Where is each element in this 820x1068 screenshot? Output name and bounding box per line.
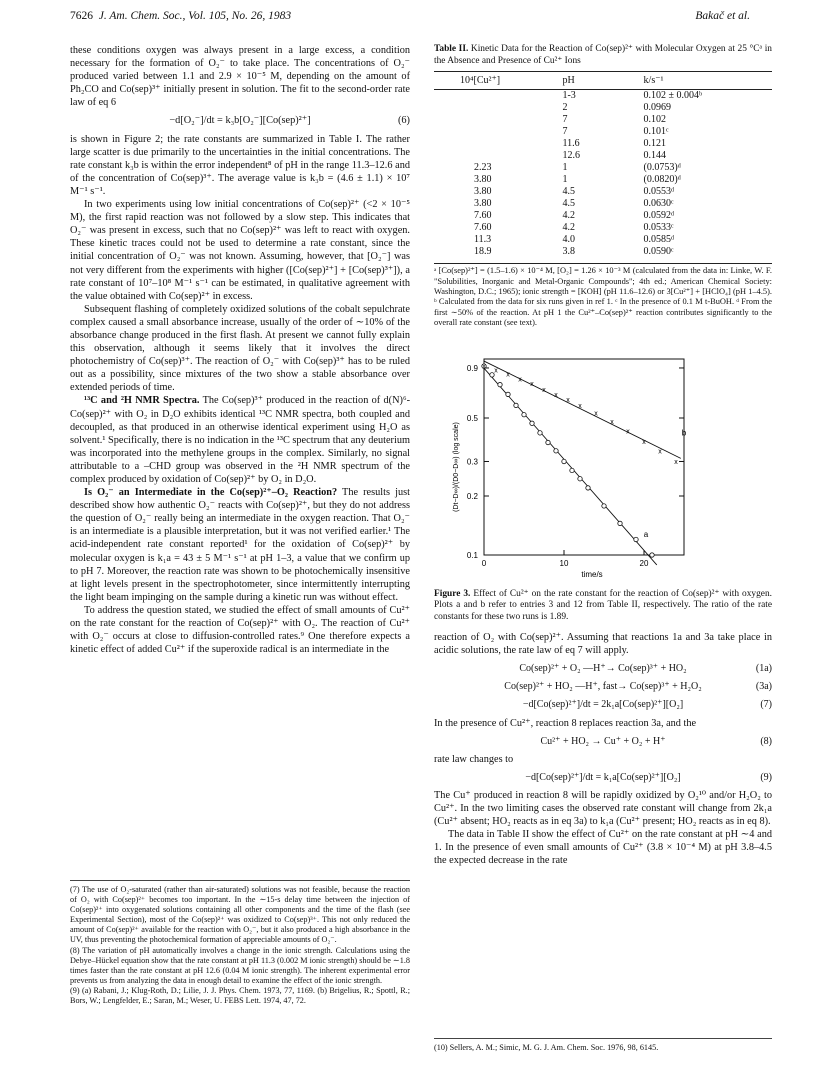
section-heading: Is O₂⁻ an Intermediate in the Co(sep)²⁺–O₂ Reaction? bbox=[84, 487, 338, 499]
data-point-b: x bbox=[610, 418, 614, 426]
data-point-b: x bbox=[530, 380, 534, 388]
data-point-a bbox=[514, 403, 518, 407]
table-cell bbox=[434, 138, 562, 150]
table-cell bbox=[434, 114, 562, 126]
table-cell: 2 bbox=[562, 102, 568, 114]
paragraph: rate law changes to bbox=[434, 753, 514, 765]
table-row bbox=[434, 198, 772, 210]
footnote: (10) Sellers, A. M.; Simic, M. G. J. Am. Chem. Soc. 1976, 98, 6145. bbox=[434, 1038, 772, 1052]
paragraph: Is O₂⁻ an Intermediate in the Co(sep)²⁺–O₂ Reaction? The results just described show how authentic O₂⁻ reacts with Co(sep)²⁺, but they do not address the question of O₂⁻ really being an intermediate in the oxygen reaction. That O₂⁻ is an intermediate is a plausible interpretation, but it was not verified earlier.¹ The acid-independent rate constant reported¹ for the oxidation of Co(sep)²⁺ by molecular oxygen is k₁a = 43 ± 5 M⁻¹ s⁻¹ at pH 1–3, a value that we confirm up to pH 7. Moreover, the reaction rate was shown to be photochemically insensitive at light levels present in the spectrophotometer, since intermittently interrupting the light beam impinging on the sample during a kinetic run was without effect. bbox=[70, 487, 410, 603]
table-cell: 0.144 bbox=[643, 150, 667, 162]
table-row bbox=[434, 126, 772, 138]
series-label-b: b bbox=[681, 428, 687, 438]
table-row bbox=[434, 114, 772, 126]
data-point-a bbox=[602, 503, 606, 507]
table-cell: 2.23 bbox=[474, 162, 492, 174]
figure-caption: Figure 3. Effect of Cu²⁺ on the rate constant for the reaction of Co(sep)²⁺ with oxygen. Plots a and b refer to entries 3 and 12 from Table II, respectively. The ratio of the rate constants for these two runs is 1.89. bbox=[434, 588, 772, 622]
table-cell: 0.102 bbox=[643, 114, 667, 126]
table-cell: 0.101ᶜ bbox=[643, 126, 669, 138]
paragraph: reaction of O₂ with Co(sep)²⁺. Assuming that reactions 1a and 3a take place in acidic solutions, the rate law of eq 7 will apply. bbox=[434, 632, 772, 657]
table-cell: 4.2 bbox=[562, 222, 575, 234]
author-header: Bakač et al. bbox=[695, 10, 750, 22]
table-cell: 12.6 bbox=[562, 150, 580, 162]
data-point-a bbox=[570, 468, 574, 472]
paragraph: Subsequent flashing of completely oxidized solutions of the cobalt sepulchrate complex caused a small absorbance increase, usually of the order of ∼10% of the absorbance change produced in the first flash. At present we cannot fully explain this observation, although it seems likely that it involves the direct photochemistry of Co(sep)³⁺. The reaction of O₂⁻ with Co(sep)³⁺ has to be ruled out as a possibility, since mixtures of the two show a stable absorbance over extended periods of time. bbox=[70, 303, 410, 394]
table-cell: (0.0753)ᵈ bbox=[643, 162, 681, 174]
y-tick-label: 0.5 bbox=[466, 413, 478, 423]
table-cell: 18.9 bbox=[474, 246, 492, 258]
table-row bbox=[434, 90, 772, 103]
table-cell: 1-3 bbox=[562, 90, 576, 102]
paragraph: The data in Table II show the effect of Cu²⁺ on the rate constant at pH ∼4 and 1. In the presence of even small amounts of Cu²⁺ (3.8 × 10⁻⁴ M) at pH 3.8–4.5 the expected decrease in the rate bbox=[434, 829, 772, 867]
footnotes bbox=[70, 880, 410, 1006]
running-header bbox=[70, 10, 750, 28]
data-point-b: x bbox=[594, 410, 598, 418]
table-cell: 7 bbox=[562, 126, 568, 138]
table-cell: 3.8 bbox=[562, 246, 575, 258]
x-tick-label: 20 bbox=[639, 558, 649, 568]
data-point-a bbox=[650, 552, 654, 556]
equation-3a: Co(sep)²⁺ + HO₂ —H⁺, fast→ Co(sep)³⁺ + H₂O₂ (3a) bbox=[504, 681, 772, 693]
table-cell: 4.5 bbox=[562, 186, 575, 198]
table-cell bbox=[434, 150, 562, 162]
data-point-a bbox=[618, 521, 622, 525]
table-cell: 7 bbox=[562, 114, 568, 126]
data-point-b: x bbox=[542, 386, 546, 394]
table-cell: 4.2 bbox=[562, 210, 575, 222]
table-cell: 11.6 bbox=[562, 138, 580, 150]
table-cell: 1 bbox=[562, 174, 568, 186]
equation-6: −d[O₂⁻]/dt = k₃b[O₂⁻][Co(sep)²⁺] (6) bbox=[169, 115, 410, 127]
table-row bbox=[434, 138, 772, 150]
data-point-b: x bbox=[658, 447, 662, 455]
data-point-a bbox=[634, 537, 638, 541]
table-cell: 0.0585ᵈ bbox=[643, 234, 675, 246]
paragraph: is shown in Figure 2; the rate constants are summarized in Table I. The rather large scatter is due primarily to the uncertainties in the initial concentrations. The rate constant k₃b is within the error independent⁸ of pH in the range 11.3–12.6 and of the concentration of Co(sep)³⁺. The average value is k₃b = (4.6 ± 1.1) × 10⁷ M⁻¹ s⁻¹. bbox=[70, 133, 410, 197]
page-number: 7626 bbox=[70, 10, 93, 22]
table-cell: 0.0969 bbox=[643, 102, 672, 114]
table-cell: 7.60 bbox=[474, 210, 492, 222]
plot-frame bbox=[484, 359, 684, 555]
table-header: k/s⁻¹ bbox=[644, 72, 772, 90]
fit-line-a bbox=[484, 368, 657, 565]
data-point-a bbox=[538, 430, 542, 434]
y-tick-label: 0.2 bbox=[466, 491, 478, 501]
paragraph: ¹³C and ²H NMR Spectra. The Co(sep)³⁺ produced in the reaction of d(N)⁶-Co(sep)²⁺ with O₂ in D₂O exhibits identical ¹³C NMR spectra, both coupled and decoupled, as that produced in an otherwise identical experiment using H₂O as solvent.¹ Specifically, there is no indication in the ¹³C spectrum that any deuterium was incorporated into the methylene groups in the complex. Similarly, no signal attributable to a –CHD group was observed in the ²H NMR spectrum of the complex produced by oxidation of Co(sep)²⁺ by O₂ in D₂O. bbox=[70, 395, 410, 485]
right-column bbox=[434, 44, 772, 867]
table-cell: 0.0533ᶜ bbox=[643, 222, 674, 234]
table-cell: 0.0590ᶜ bbox=[643, 246, 674, 258]
equation-8: Cu²⁺ + HO₂ → Cu⁺ + O₂ + H⁺ (8) bbox=[540, 735, 772, 747]
footnote: (8) The variation of pH automatically involves a change in the ionic strength. Calculations using the Debye–Hückel equation show that the rate constant at pH 11.3 (0.002 M ionic strength) should be ∼1.8 times faster than the rate constant at pH 12.6 (0.04 M ionic strength). The inherent experimental error prevents us from analyzing the data in enough detail to examine the effect of the ionic strength. bbox=[70, 945, 410, 985]
table-cell bbox=[434, 102, 562, 114]
footnote: (7) The use of O₂-saturated (rather than air-saturated) solutions was not feasible, because the reaction of O₂ with Co(sep)²⁺ becomes too important. In the ∼15-s delay time between the injection of Co(sep)²⁺ into oxygenated solutions containing all other components and the time of the flash (see Experimental Section), most of the Co(sep)²⁺ was oxidized to Co(sep)³⁺. This not only reduced the amount of Co(sep)²⁺ available for the reaction with O₂⁻, but it also produced a high absorbance in the UV, thus preventing the photochemical formation of appreciable amounts of O₂⁻. bbox=[70, 885, 410, 945]
y-tick-label: 0.3 bbox=[466, 457, 478, 467]
data-point-a bbox=[522, 412, 526, 416]
data-point-b: x bbox=[482, 363, 486, 371]
data-point-b: x bbox=[506, 370, 510, 378]
table-cell: 0.0630ᶜ bbox=[643, 198, 674, 210]
table-cell: 3.80 bbox=[474, 198, 492, 210]
x-tick-label: 0 bbox=[481, 558, 487, 568]
data-point-b: x bbox=[578, 402, 582, 410]
table-row bbox=[434, 246, 772, 260]
x-axis-label: time/s bbox=[581, 569, 603, 579]
table-cell: 4.0 bbox=[562, 234, 575, 246]
table-cell: 7.60 bbox=[474, 222, 492, 234]
equation-1a: Co(sep)²⁺ + O₂ —H⁺→ Co(sep)³⁺ + HO₂ (1a) bbox=[519, 663, 772, 675]
table-row bbox=[434, 174, 772, 186]
table-cell: 1 bbox=[562, 162, 568, 174]
equation-9: −d[Co(sep)²⁺]/dt = k₁a[Co(sep)²⁺][O₂] (9) bbox=[525, 771, 772, 783]
table-row bbox=[434, 162, 772, 174]
data-point-b: x bbox=[674, 458, 678, 466]
data-point-a bbox=[498, 382, 502, 386]
data-point-a bbox=[586, 485, 590, 489]
table-header: pH bbox=[562, 72, 643, 90]
table-cell: 0.0592ᵈ bbox=[643, 210, 675, 222]
table-row bbox=[434, 234, 772, 246]
table-cell: 3.80 bbox=[474, 174, 492, 186]
data-point-b: x bbox=[554, 391, 558, 399]
table-cell: 0.0553ᵈ bbox=[643, 186, 675, 198]
table-caption: Table II. Kinetic Data for the Reaction of Co(sep)²⁺ with Molecular Oxygen at 25 °Cᵃ in the Absence and Presence of Cu²⁺ Ions bbox=[434, 44, 772, 66]
data-point-b: x bbox=[494, 366, 498, 374]
data-point-b: x bbox=[518, 376, 522, 384]
table-row bbox=[434, 210, 772, 222]
table-cell: 4.5 bbox=[562, 198, 575, 210]
table-cell: (0.0820)ᵈ bbox=[643, 174, 681, 186]
figure-3-chart bbox=[438, 351, 738, 583]
table-cell: 3.80 bbox=[474, 186, 492, 198]
footnote: (9) (a) Rabani, J.; Klug-Roth, D.; Lilie, J. J. Phys. Chem. 1973, 77, 1169. (b) Brigelius, R.; Spottl, R.; Bors, W.; Lengfelder, E.; Saran, M.; Weser, U. FEBS Lett. 1974, 47, 72. bbox=[70, 985, 410, 1006]
equation-7: −d[Co(sep)²⁺]/dt = 2k₁a[Co(sep)²⁺][O₂] (7) bbox=[522, 699, 772, 711]
y-tick-label: 0.1 bbox=[466, 550, 478, 560]
paragraph: To address the question stated, we studied the effect of small amounts of Cu²⁺ on the rate constant for the reaction of Co(sep)²⁺ with O₂. The reaction of Cu²⁺ with O₂⁻ occurs at close to diffusion-controlled rates.⁹ One therefore expects a kinetic effect of added Cu²⁺ if the superoxide radical is an intermediate in the bbox=[70, 604, 410, 656]
data-point-a bbox=[578, 476, 582, 480]
paragraph: these conditions oxygen was always present in a large excess, a condition necessary for the formation of O₂⁻ to take place. The concentrations of O₂⁻ produced varied between 1.1 and 2.9 × 10⁻⁵ M, depending on the amount of Ph₂CO and Co(sep)³⁺ initially present in solution. The fit to the second-order rate law of eq 6 bbox=[70, 45, 410, 109]
data-point-a bbox=[546, 440, 550, 444]
x-tick-label: 10 bbox=[559, 558, 569, 568]
data-point-a bbox=[506, 392, 510, 396]
paragraph: The Cu⁺ produced in reaction 8 will be rapidly oxidized by O₂¹⁰ and/or H₂O₂ to Cu²⁺. In the two limiting cases the observed rate constant will change from 2k₁a (Cu²⁺ absent; HO₂ reacts as in eq 3a) to k₁a (Cu²⁺ present; HO₂ reacts as in eq 8). bbox=[434, 789, 772, 828]
data-point-a bbox=[554, 448, 558, 452]
data-point-b: x bbox=[642, 438, 646, 446]
data-point-a bbox=[530, 421, 534, 425]
data-point-b: x bbox=[626, 427, 630, 435]
table-row bbox=[434, 186, 772, 198]
fit-line-b bbox=[484, 361, 681, 458]
data-table bbox=[434, 71, 772, 260]
left-column bbox=[70, 44, 410, 656]
y-tick-label: 0.9 bbox=[466, 363, 478, 373]
table-cell bbox=[434, 90, 562, 103]
table-cell bbox=[434, 126, 562, 138]
data-point-a bbox=[562, 459, 566, 463]
paragraph: In the presence of Cu²⁺, reaction 8 replaces reaction 3a, and the bbox=[434, 717, 697, 729]
table-row bbox=[434, 102, 772, 114]
table-row bbox=[434, 222, 772, 234]
journal-citation: J. Am. Chem. Soc., Vol. 105, No. 26, 1983 bbox=[98, 10, 292, 22]
series-label-a: a bbox=[643, 529, 649, 539]
section-heading: ¹³C and ²H NMR Spectra. bbox=[84, 395, 200, 407]
table-cell: 0.121 bbox=[643, 138, 667, 150]
table-cell: 0.102 ± 0.004ᵇ bbox=[643, 90, 703, 102]
table-row bbox=[434, 150, 772, 162]
table-notes: ᵃ [Co(sep)²⁺] = (1.5–1.6) × 10⁻⁴ M, [O₂] = 1.26 × 10⁻³ M (calculated from the data in: Linke, W. F. "Solubilities, Inorganic and Metal-Organic Compounds"; 4th ed.; American Chemical Society: Washington, D.C.; 1965); ionic strength = [KOH] (pH 11.6–12.6) or 3[Cu²⁺] + [HClO₄] (pH 1–4.5). ᵇ Calculated from the data for six runs given in ref 1. ᶜ In the presence of 0.1 M t-BuOH. ᵈ From the first ∼50% of the reaction. At pH 1 the Cu²⁺–Co(sep)²⁺ reaction contributes significantly to the overall rate constant (see text). bbox=[434, 263, 772, 328]
paragraph: In two experiments using low initial concentrations of Co(sep)²⁺ (<2 × 10⁻⁵ M), the first rapid reaction was not followed by a slow step. This indicates that O₂⁻ was present in excess, such that no Co(sep)²⁺ was left to react with oxygen. These kinetic traces could not be used to determine a rate constant, since the initial concentration of O₂⁻ was not known. Assuming, however, that [O₂⁻] was not very different from the experiments with higher ([Co(sep)²⁺] + [Co(sep)³⁺]), a rate constant of 10⁷–10⁸ M⁻¹ s⁻¹ can be estimated, in qualitative agreement with the value obtained with Co(sep)²⁺ in excess. bbox=[70, 199, 410, 302]
table-header: 10⁴[Cu²⁺] bbox=[434, 72, 562, 90]
y-axis-label: (Dt−D∞)/(D0−D∞) (log scale) bbox=[453, 421, 460, 512]
table-cell: 11.3 bbox=[474, 234, 492, 246]
data-point-b: x bbox=[566, 396, 570, 404]
